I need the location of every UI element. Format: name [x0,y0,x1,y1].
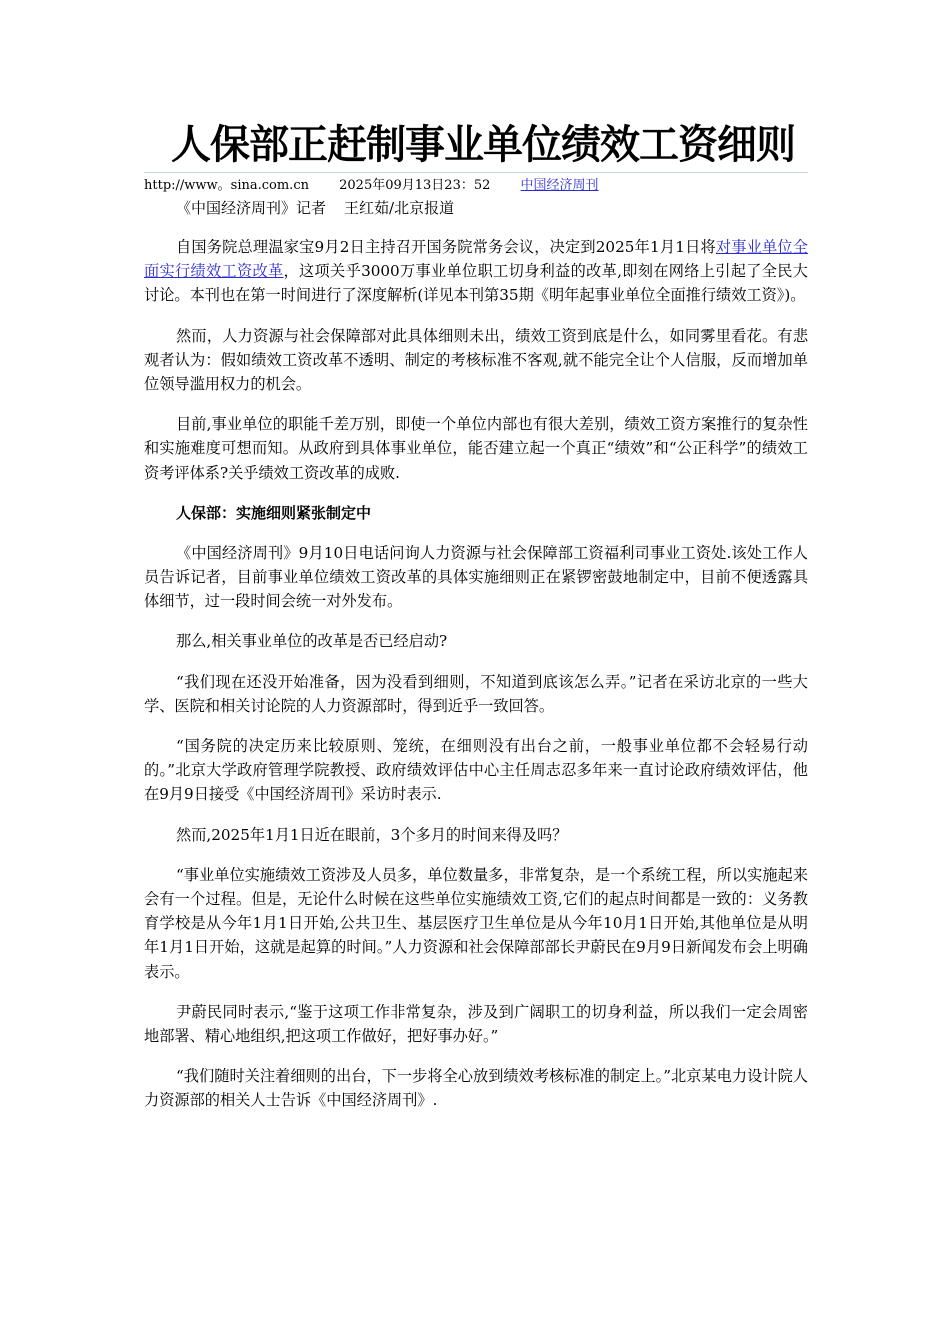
section-heading: 人保部：实施细则紧张制定中 [176,503,372,522]
source-url: http://www。sina.com.cn [144,178,309,193]
article-meta [144,172,808,195]
paragraph-6: “我们现在还没开始准备，因为没看到细则，不知道到底该怎么弄。”记者在采访北京的一些大学、医院和相关讨论院的人力资源部时，得到近乎一致回答。 [144,672,808,715]
paragraph-10: 尹蔚民同时表示,“鉴于这项工作非常复杂，涉及到广阔职工的切身利益，所以我们一定会周密地部署、精心地组织,把这项工作做好，把好事办好。” [144,1002,808,1046]
paragraph-3: 目前,事业单位的职能千差万别，即使一个单位内部也有很大差别，绩效工资方案推行的复杂性和实施难度可想而知。从政府到具体事业单位，能否建立起一个真正“绩效”和“公正科学”的绩效工资考评体系?关乎绩效工资改革的成败. [144,415,808,482]
source-link[interactable]: 中国经济周刊 [520,178,599,193]
article-title: 人保部正赶制事业单位绩效工资细则 [171,122,795,168]
paragraph-1: 自国务院总理温家宝9月2日主持召开国务院常务会议，决定到2025年1月1日将对事业单位全面实行绩效工资改革，这项关乎3000万事业单位职工切身利益的改革,即刻在网络上引起了全民大讨论。本刊也在第一时间进行了深度解析(详见本刊第35期《明年起事业单位全面推行绩效工资》)。 [144,238,808,305]
paragraph-4: 《中国经济周刊》9月10日电话问询人力资源与社会保障部工资福利司事业工资处.该处工作人员告诉记者，目前事业单位绩效工资改革的具体实施细则正在紧锣密鼓地制定中，目前不便透露具体细节，过一段时间会统一对外发布。 [144,543,808,611]
paragraph-11: “我们随时关注着细则的出台，下一步将全心放到绩效考核标准的制定上。”北京某电力设计院人力资源部的相关人士告诉《中国经济周刊》. [144,1067,808,1110]
article [144,120,808,1129]
byline-author: 王红茹/北京报道 [344,199,455,217]
paragraph-7: “国务院的决定历来比较原则、笼统，在细则没有出台之前，一般事业单位都不会轻易行动的。”北京大学政府管理学院教授、政府绩效评估中心主任周志忍多年来一直讨论政府绩效评估，他在9月9日接受《中国经济周刊》采访时表示. [144,737,808,804]
reform-topic-link[interactable]: 对事业单位全面实行绩效工资改革 [144,238,808,281]
paragraph-8: 然而,2025年1月1日近在眼前，3个多月的时间来得及吗？ [176,825,568,844]
publish-datetime: 2025年09月13日23：52 [339,178,491,193]
byline [144,195,808,221]
byline-outlet: 《中国经济周刊》记者 [176,199,327,217]
paragraph-5: 那么,相关事业单位的改革是否已经启动? [176,632,448,651]
paragraph-2: 然而，人力资源与社会保障部对此具体细则未出，绩效工资到底是什么，如同雾里看花。有悲观者认为：假如绩效工资改革不透明、制定的考核标准不客观,就不能完全让个人信服，反而增加单位领导滥用权力的机会。 [144,326,808,394]
paragraph-9: “事业单位实施绩效工资涉及人员多，单位数量多，非常复杂，是一个系统工程，所以实施起来会有一个过程。但是，无论什么时候在这些单位实施绩效工资,它们的起点时间都是一致的：义务教育学校是从今年1月1日开始,公共卫生、基层医疗卫生单位是从今年10月1日开始,其他单位是从明年1月1日开始，这就是起算的时间。”人力资源和社会保障部部长尹蔚民在9月9日新闻发布会上明确表示。 [144,865,808,981]
